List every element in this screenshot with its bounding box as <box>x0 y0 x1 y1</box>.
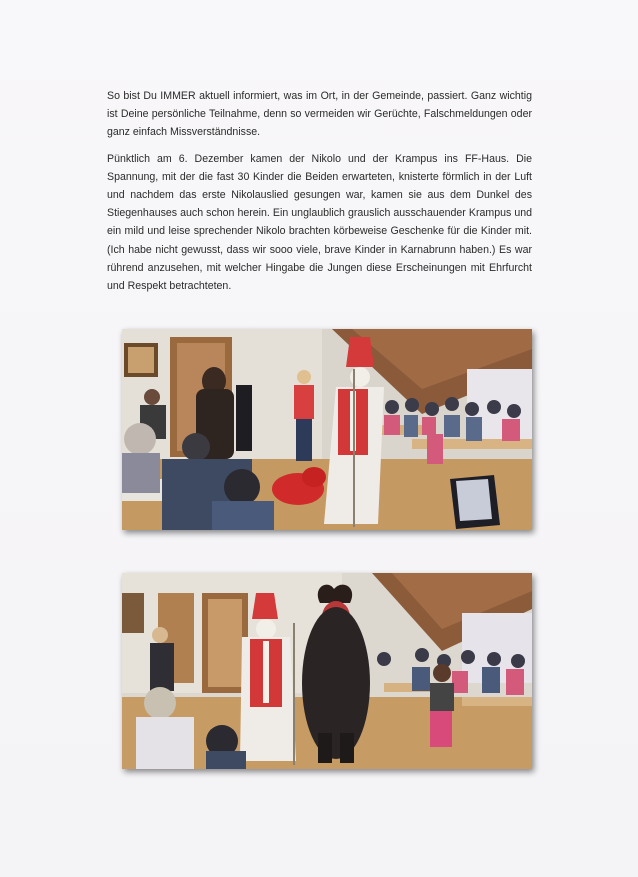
article-text <box>107 87 532 303</box>
photo-nikolo-krampus <box>122 573 532 769</box>
photo-nikolo-entrance <box>122 329 532 530</box>
paragraph-nikolo: Pünktlich am 6. Dezember kamen der Nikolo und der Krampus ins FF-Haus. Die Spannung, mit der die fast 30 Kinder die Beiden erwarteten, knisterte förmlich in der Luft und nachdem das erste Nikolauslied gesungen war, kamen sie aus dem Dunkel des Stiegenhauses auch schon herein. Ein unglaublich grauslich ausschauender Krampus und ein mild und leise sprechender Nikolo brachten körbeweise Geschenke für die Kinder mit. (Ich habe nicht gewusst, dass wir sooo viele, brave Kinder in Karnabrunn haben.) Es war rührend anzusehen, mit welcher Hingabe die Jungen diese Erscheinungen mit Ehrfurcht und Respekt betrachteten. <box>107 152 532 293</box>
photo-nikolo-krampus-image <box>122 573 532 769</box>
paragraph-intro: So bist Du IMMER aktuell informiert, was im Ort, in der Gemeinde, passiert. Ganz wichtig ist Deine persönliche Teilnahme, denn so vermeiden wir Gerüchte, Falschmeldungen oder ganz einfach Missverständnisse. <box>107 90 532 139</box>
photo-nikolo-entrance-image <box>122 329 532 530</box>
